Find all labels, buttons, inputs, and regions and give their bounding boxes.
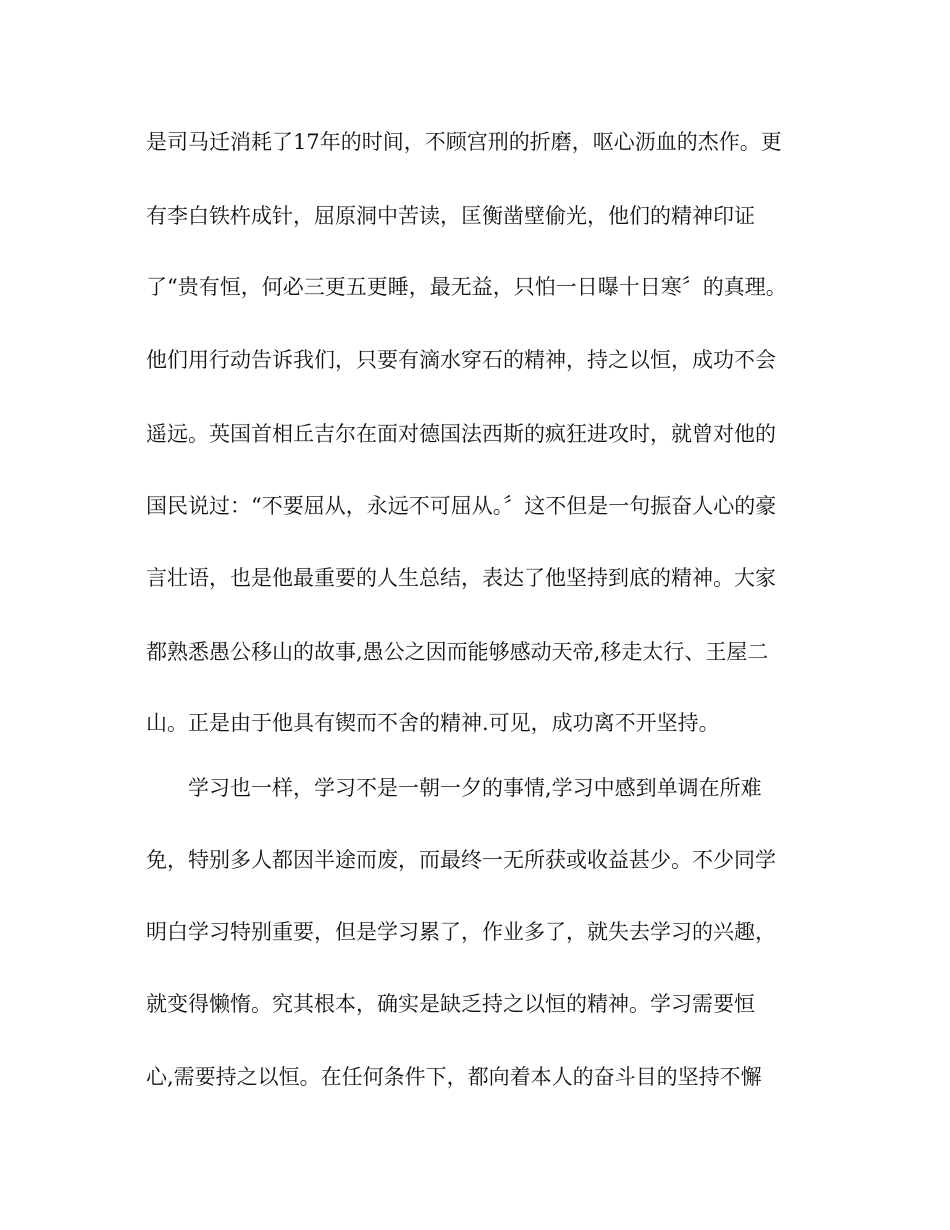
text-line: 是司马迁消耗了17年的时间，不顾宫刑的折磨，呕心沥血的杰作。更 (146, 130, 782, 154)
text-line: 有李白铁杵成针，屈原洞中苦读，匡衡凿壁偷光，他们的精神印证 (146, 204, 755, 228)
paragraph-first-line: 学习也一样，学习不是一朝一夕的事情,学习中感到单调在所难 (188, 776, 762, 800)
text-line: 了“贵有恒，何必三更五更睡，最无益，只怕一日曝十日寒〞的真理。 (146, 275, 787, 299)
text-line: 他们用行动告诉我们，只要有滴水穿石的精神，持之以恒，成功不会 (146, 348, 776, 372)
text-line: 都熟悉愚公移山的故事,愚公之因而能够感动天帝,移走太行、王屋二 (146, 640, 769, 664)
text-line: 遥远。英国首相丘吉尔在面对德国法西斯的疯狂进攻时，就曾对他的 (146, 422, 776, 446)
text-line: 就变得懒惰。究其根本，确实是缺乏持之以恒的精神。学习需要恒 (146, 992, 755, 1016)
text-line: 言壮语，也是他最重要的人生总结，表达了他坚持到底的精神。大家 (146, 566, 776, 590)
text-line: 明白学习特别重要，但是学习累了，作业多了，就失去学习的兴趣， (146, 920, 776, 944)
text-line: 心,需要持之以恒。在任何条件下，都向着本人的奋斗目的坚持不懈 (146, 1065, 762, 1089)
text-line: 山。正是由于他具有锲而不舍的精神.可见，成功离不开坚持。 (146, 711, 720, 735)
text-line: 国民说过：“不要屈从，永远不可屈从。〞这不但是一句振奋人心的豪 (146, 494, 777, 518)
text-line: 免，特别多人都因半途而废，而最终一无所获或收益甚少。不少同学 (146, 848, 776, 872)
